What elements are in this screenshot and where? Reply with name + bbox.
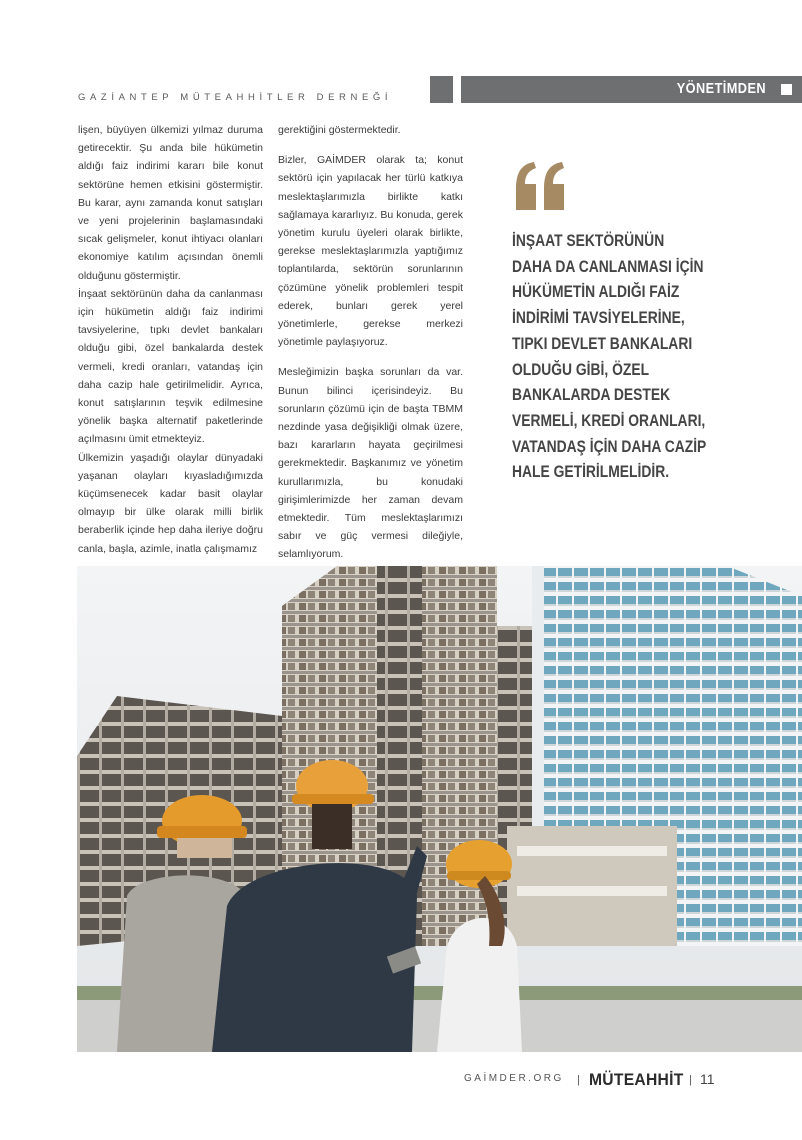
section-square-icon — [781, 84, 792, 95]
section-header-bar — [461, 76, 802, 103]
website-url: GAİMDER.ORG — [464, 1073, 564, 1084]
article-column-2 — [278, 121, 463, 564]
paragraph: Mesleğimizin başka sorunları da var. Bunun bilinci içerisindeyiz. Bu sorunların çözümü için de başta TBMM nezdinde yasa değişikliği olmak üzere, bazı kararların hayata geçirilmesi gerekmektedir. Başkanımız ve yönetim kurullarımızla, bu konudaki girişimlerimizde her zaman devam etmektedir. Tüm meslektaşlarımızı sabır ve güç vermesi dileğiyle, selamlıyorum. — [278, 366, 463, 561]
page-number: 11 — [700, 1071, 715, 1087]
magazine-brand: MÜTEAHHİT — [589, 1070, 684, 1089]
article-column-1 — [78, 121, 263, 558]
pull-quote-line: VATANDAŞ İÇİN DAHA CAZİP — [512, 437, 707, 456]
pull-quote-line: DAHA DA CANLANMASI İÇİN — [512, 257, 704, 276]
pull-quote-line: TIPKI DEVLET BANKALARI — [512, 334, 693, 353]
section-title: YÖNETİMDEN — [676, 80, 766, 97]
construction-photo — [77, 566, 802, 1052]
pull-quote-line: BANKALARDA DESTEK — [512, 386, 671, 405]
quote-mark-icon — [512, 158, 568, 214]
pull-quote-line: VERMELİ, KREDİ ORANLARI, — [512, 411, 706, 430]
paragraph: İnşaat sektörünün daha da canlanması için hükümetin aldığı faiz indirimi tavsiyelerine, tıpkı devlet bankaları olduğu gibi, özel bankalarda destek vermeli, kredi oranları, vatandaş için daha cazip hale getirilmelidir. Ayrıca, konut satışlarının teşvik edilmesine yönelik başka alternatif paketlerinde açılmasını ümit etmekteyiz. — [78, 287, 263, 446]
footer-separator: | — [689, 1074, 692, 1086]
paragraph: gerektiğini göstermektedir. — [278, 124, 401, 136]
pull-quote-line: İNDİRİMİ TAVSİYELERİNE, — [512, 309, 685, 328]
header-divider-block — [430, 76, 453, 103]
footer-separator: | — [577, 1074, 580, 1086]
paragraph: lişen, büyüyen ülkemizi yılmaz duruma getirecektir. Şu anda bile hükümetin aldığı faiz indirimi kararı bile konut sektörüne hemen etkisini göstermiştir. Bu karar, aynı zamanda konut satışları ve yeni projelerinin başlamasındaki sıcak gelişmeler, konut ihtiyacı olanları ekonomiye katılım açısından önemli olduğunu göstermiştir. — [78, 124, 263, 282]
construction-site-illustration — [77, 566, 802, 1052]
organization-name: GAZİANTEP MÜTEAHHİTLER DERNEĞİ — [78, 92, 393, 103]
pull-quote-line: OLDUĞU GİBİ, ÖZEL — [512, 360, 650, 379]
paragraph: Bizler, GAİMDER olarak ta; konut sektörü için yapılacak her türlü katkıya meslektaşlarımızla birlikte katkı sağlamaya kararlıyız. Bu konuda, gerek yönetim kurulu üyeleri olarak birlikte, gerekse meslektaşlarımızla yaptığımız toplantılarda, sektörün sorunlarının çözümüne yönelik problemleri tespit ederek, bunları gerek yerel yönetimlerle, gerekse merkezi yönetimle paylaşıyoruz. — [278, 154, 463, 349]
paragraph: Ülkemizin yaşadığı olaylar dünyadaki yaşanan olayları kıyasladığımızda küçümsenecek kadar basit olaylar olmayıp bir ülke olarak milli birlik beraberlik içinde hep daha ileriye doğru canla, başla, azimle, inatla çalışmamız — [78, 451, 263, 555]
pull-quote-line: HALE GETİRİLMELİDİR. — [512, 463, 670, 482]
pull-quote-line: İNŞAAT SEKTÖRÜNÜN — [512, 232, 665, 250]
pull-quote — [512, 229, 737, 486]
pull-quote-line: HÜKÜMETİN ALDIĞI FAİZ — [512, 283, 680, 302]
